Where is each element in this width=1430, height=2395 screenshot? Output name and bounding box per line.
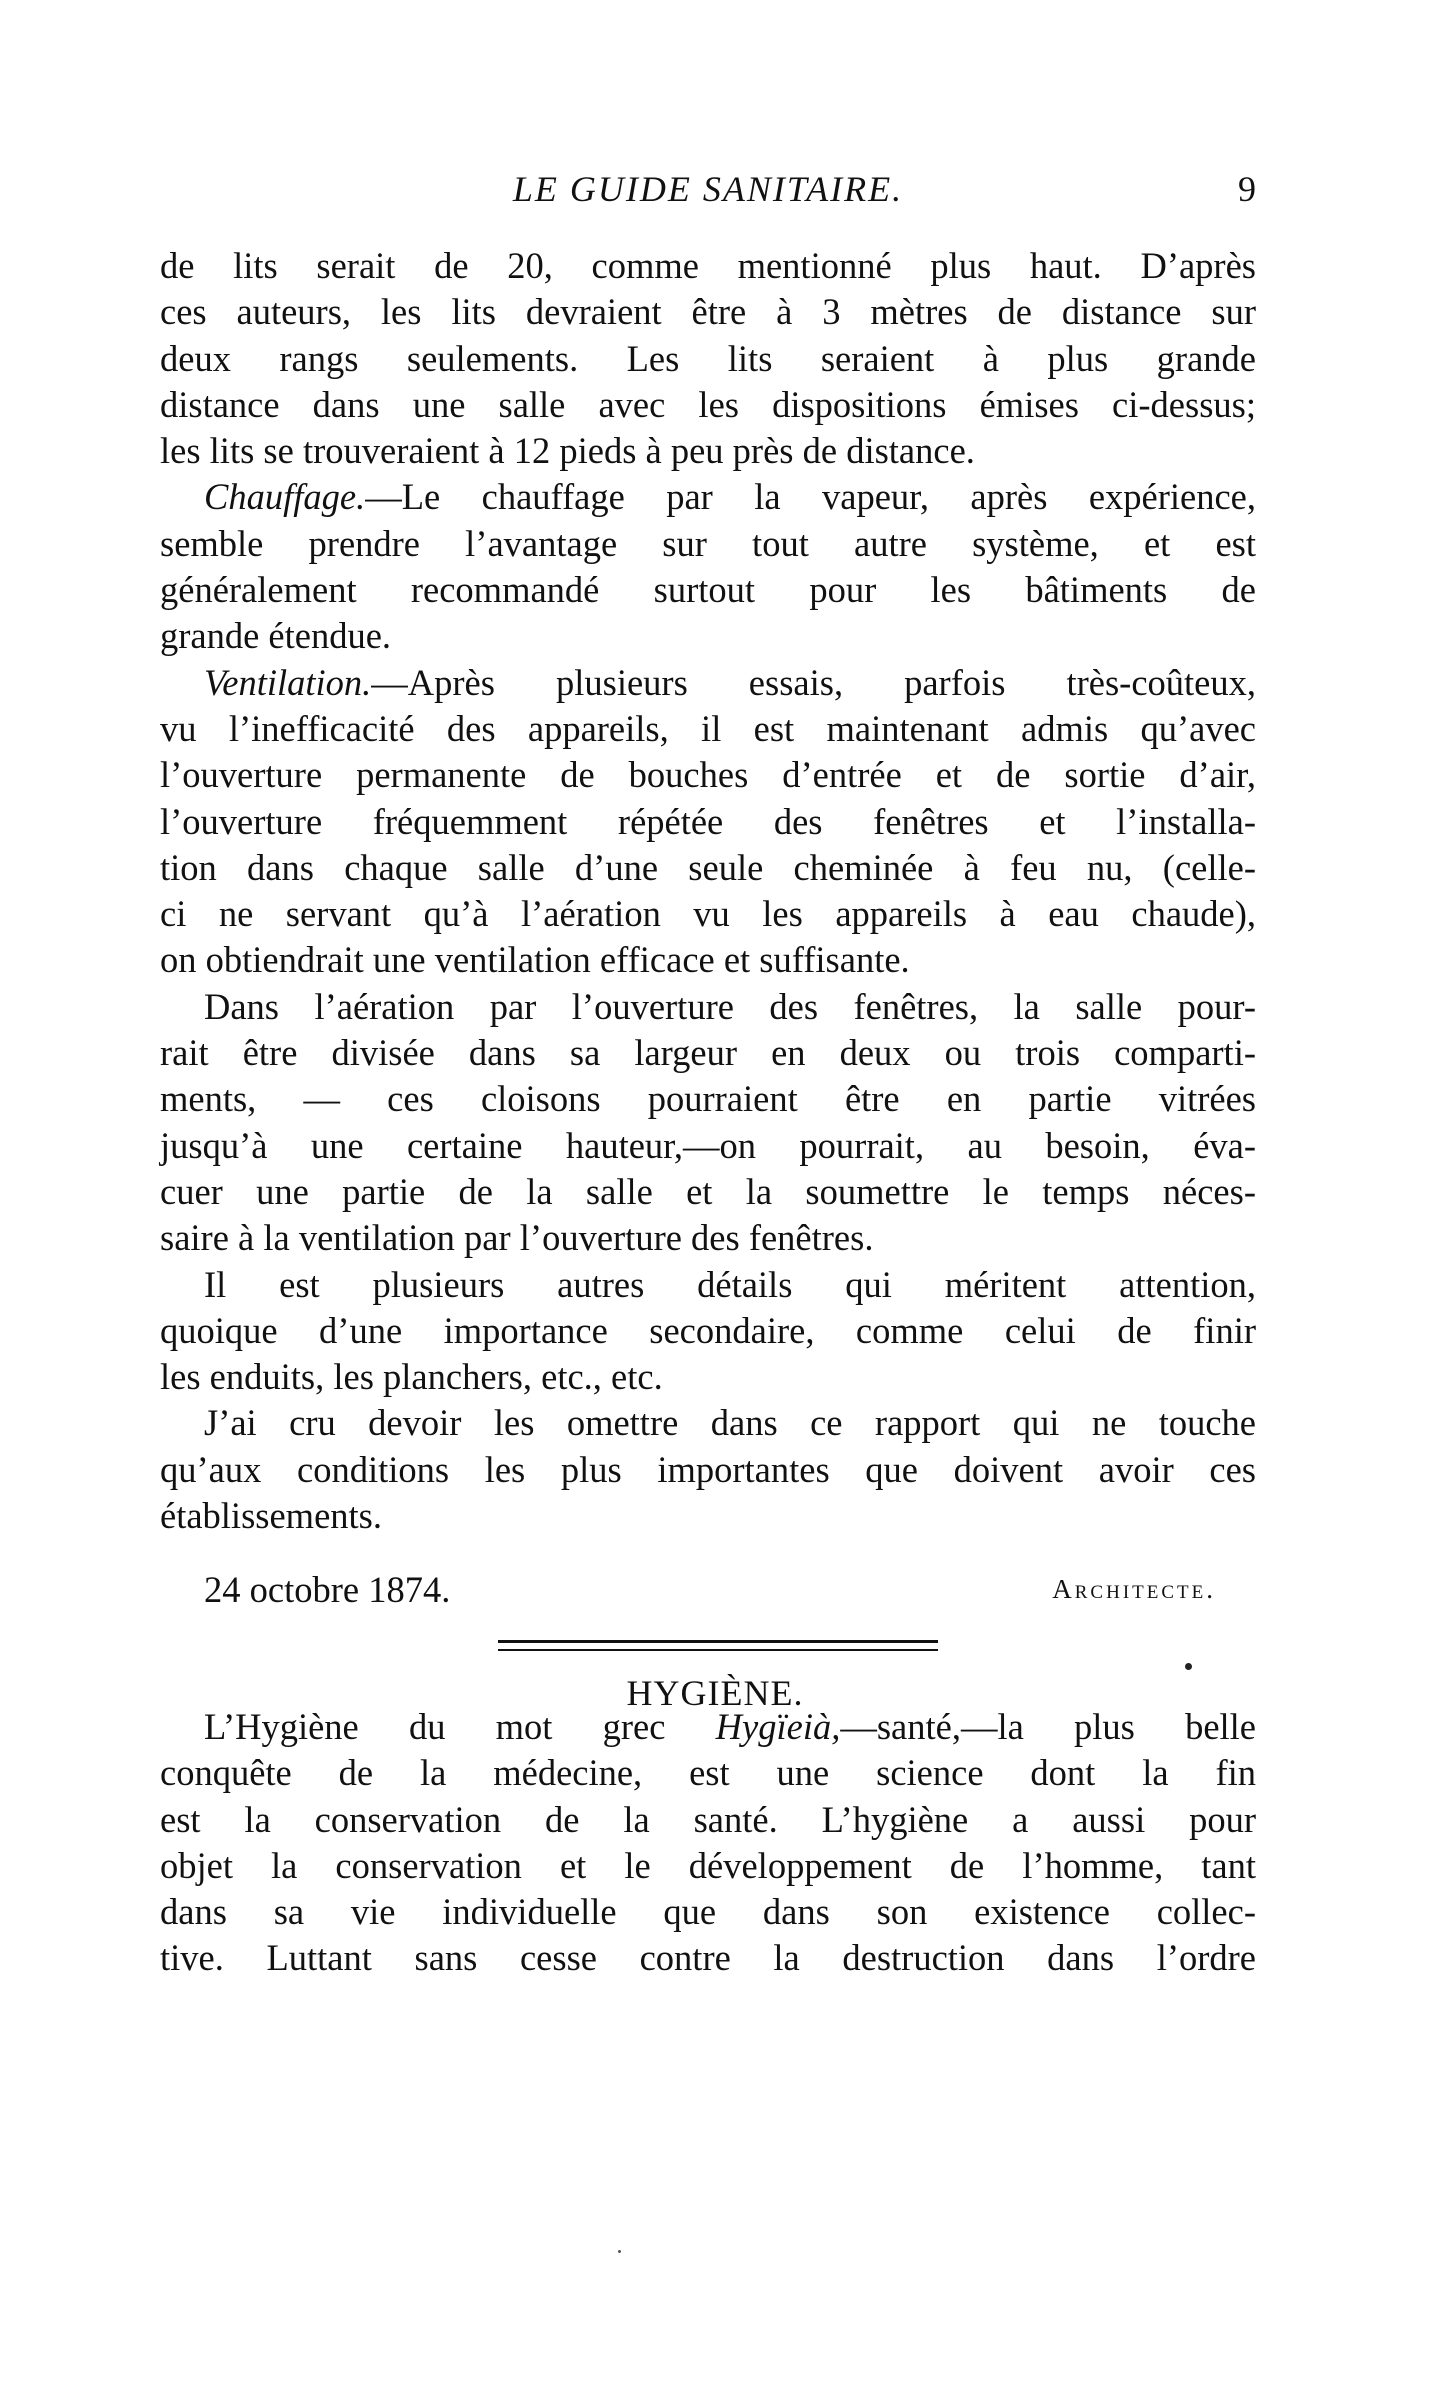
- text-line: cuer une partie de la salle et la soumettre le temps néces-: [160, 1170, 1256, 1212]
- text-line: est la conservation de la santé. L’hygiène a aussi pour: [160, 1798, 1256, 1840]
- greek-term: Hygïeià,: [715, 1706, 841, 1747]
- text-line: tive. Luttant sans cesse contre la destruction dans l’ordre: [160, 1937, 1256, 1979]
- text-line: J’ai cru devoir les omettre dans ce rapport qui ne touche: [204, 1402, 1256, 1444]
- text-line: deux rangs seulements. Les lits seraient à plus grande: [160, 337, 1256, 379]
- ink-dot: [1185, 1663, 1192, 1670]
- main-text: [160, 243, 1256, 1539]
- ventilation-heading: Ventilation.: [204, 661, 372, 703]
- stray-mark: [618, 2250, 621, 2253]
- text-line: l’ouverture permanente de bouches d’entrée et de sortie d’air,: [160, 754, 1256, 796]
- text-line: semble prendre l’avantage sur tout autre système, et est: [160, 522, 1256, 564]
- text-line: conquête de la médecine, est une science dont la fin: [160, 1752, 1256, 1794]
- chauffage-heading: Chauffage.: [204, 476, 366, 518]
- text-segment: —Le chauffage par la vapeur, après expérience,: [365, 476, 1256, 518]
- text-segment: —santé,—la plus belle: [840, 1706, 1256, 1747]
- text-line: généralement recommandé surtout pour les bâtiments de: [160, 569, 1256, 611]
- text-line: ci ne servant qu’à l’aération vu les appareils à eau chaude),: [160, 893, 1256, 935]
- text-line: on obtiendrait une ventilation efficace et suffisante.: [160, 939, 910, 981]
- section-divider-thick: [498, 1640, 938, 1643]
- section-title: HYGIÈNE.: [626, 1673, 804, 1713]
- hygiene-text: [160, 1704, 1256, 1982]
- text-line: jusqu’à une certaine hauteur,—on pourrait, au besoin, éva-: [160, 1124, 1256, 1166]
- text-line: objet la conservation et le développement de l’homme, tant: [160, 1844, 1256, 1886]
- text-line: rait être divisée dans sa largeur en deux ou trois comparti-: [160, 1032, 1256, 1074]
- hygiene-first-line: [160, 1704, 1256, 1750]
- running-title: LE GUIDE SANITAIRE.: [512, 169, 904, 209]
- signature-row: [204, 1568, 1216, 1618]
- signature-date: 24 octobre 1874.: [204, 1569, 451, 1610]
- text-line: les lits se trouveraient à 12 pieds à peu près de distance.: [160, 430, 975, 472]
- text-line: distance dans une salle avec les dispositions émises ci-dessus;: [160, 383, 1256, 425]
- text-line: grande étendue.: [160, 615, 392, 657]
- page-header: [160, 168, 1256, 218]
- text-line: Il est plusieurs autres détails qui méritent attention,: [204, 1263, 1256, 1305]
- text-line: dans sa vie individuelle que dans son existence collec-: [160, 1891, 1256, 1933]
- text-line: tion dans chaque salle d’une seule cheminée à feu nu, (celle-: [160, 846, 1256, 888]
- text-line: l’ouverture fréquemment répétée des fenêtres et l’installa-: [160, 800, 1256, 842]
- text-line: de lits serait de 20, comme mentionné plus haut. D’après: [160, 245, 1256, 286]
- chauffage-first-line: [160, 474, 1256, 520]
- signature-role: Architecte.: [1052, 1574, 1216, 1604]
- text-line: Dans l’aération par l’ouverture des fenêtres, la salle pour-: [204, 985, 1256, 1027]
- text-line: quoique d’une importance secondaire, comme celui de finir: [160, 1309, 1256, 1351]
- page-number: 9: [1238, 169, 1256, 209]
- text-line: établissements.: [160, 1495, 382, 1537]
- text-line: les enduits, les planchers, etc., etc.: [160, 1356, 663, 1398]
- text-segment: L’Hygiène du mot grec: [204, 1706, 716, 1747]
- section-divider-thin: [498, 1649, 938, 1651]
- ventilation-first-line: [160, 660, 1256, 706]
- text-line: qu’aux conditions les plus importantes que doivent avoir ces: [160, 1448, 1256, 1490]
- text-segment: —Après plusieurs essais, parfois très-coûteux,: [371, 661, 1256, 703]
- text-line: ces auteurs, les lits devraient être à 3 mètres de distance sur: [160, 291, 1256, 333]
- text-line: saire à la ventilation par l’ouverture des fenêtres.: [160, 1217, 874, 1259]
- text-line: ments, — ces cloisons pourraient être en partie vitrées: [160, 1078, 1256, 1120]
- text-line: vu l’inefficacité des appareils, il est maintenant admis qu’avec: [160, 707, 1256, 749]
